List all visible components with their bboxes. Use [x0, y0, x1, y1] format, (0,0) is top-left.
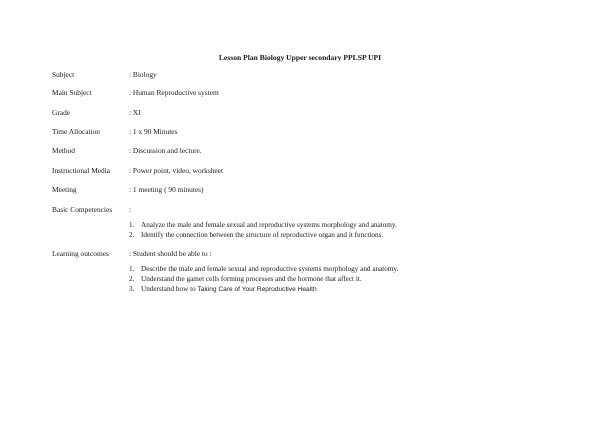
list-number: 2. — [129, 231, 135, 239]
field-label: Subject — [52, 70, 75, 79]
list-text: Identify the connection between the structure of reproductive organ and it functions. — [141, 231, 384, 239]
field-label: Meeting — [52, 185, 77, 194]
field-value: : Power point, video, worksheet — [129, 166, 224, 175]
list-item — [129, 284, 398, 295]
list-item — [129, 220, 397, 230]
document-title: Lesson Plan Biology Upper secondary PPLSP UPI — [218, 53, 382, 62]
list-item — [129, 230, 397, 240]
field-label: Grade — [52, 108, 71, 117]
field-value: : Biology — [129, 70, 157, 79]
list-text-sans: Taking Care of Your Reproductive Health — [197, 286, 317, 293]
field-value: : XI — [129, 108, 141, 117]
list-text: Describe the male and female sexual and reproductive systems morphology and anatomy. — [141, 265, 399, 273]
field-value: : 1 x 90 Minutes — [129, 127, 178, 136]
field-label: Time Allocation — [52, 127, 100, 136]
list-item — [129, 274, 398, 284]
learning-outcomes-list — [129, 264, 398, 295]
list-number: 1. — [129, 265, 135, 273]
list-text: Understand how to — [141, 285, 198, 293]
field-value: : 1 meeting ( 90 minutes) — [129, 185, 204, 194]
list-item — [129, 264, 398, 274]
field-value: : — [129, 205, 132, 214]
field-label: Instructional Media — [52, 166, 111, 175]
list-number: 3. — [129, 285, 135, 293]
list-number: 1. — [129, 221, 135, 229]
field-value: : Discussion and lecture. — [129, 146, 202, 155]
basic-competencies-list — [129, 220, 397, 240]
list-text: Understand the gamet cells forming processes and the hormone that affect it. — [141, 275, 362, 283]
list-text: Analyze the male and female sexual and reproductive systems morphology and anatomy. — [141, 221, 397, 229]
field-label: Basic Competencies — [52, 205, 113, 214]
field-label: Main Subject — [52, 88, 92, 97]
field-label: Method — [52, 146, 75, 155]
field-value: : Human Reproductive system — [129, 88, 219, 97]
field-value: : Student should be able to : — [129, 249, 212, 258]
list-number: 2. — [129, 275, 135, 283]
field-label: Learning outcomes — [52, 249, 109, 258]
